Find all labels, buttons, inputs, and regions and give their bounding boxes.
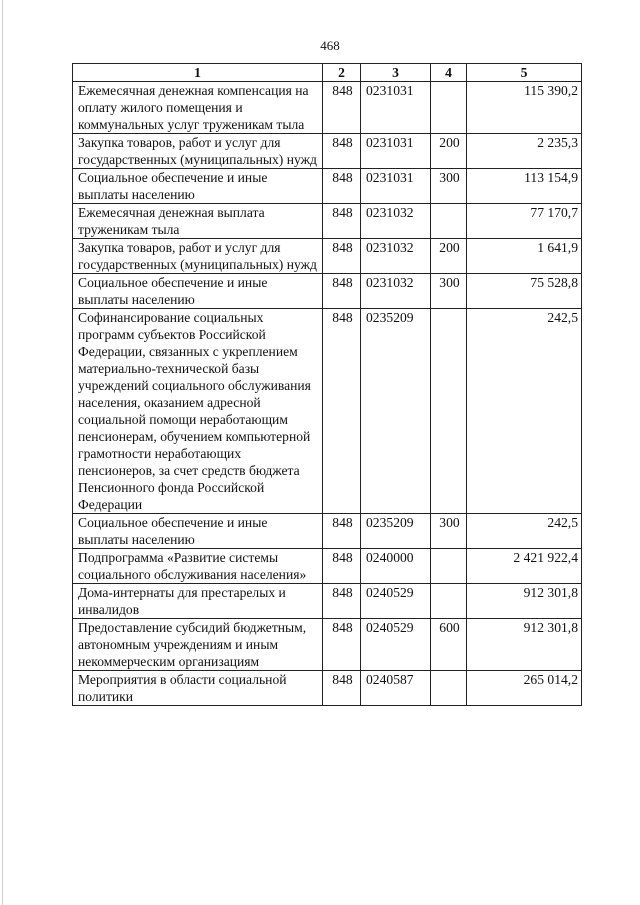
- row-ministry-code: 848: [323, 82, 361, 134]
- row-ministry-code: 848: [323, 514, 361, 549]
- table-row: [73, 169, 582, 204]
- row-ministry-code: 848: [323, 169, 361, 204]
- header-col-3: 3: [361, 64, 431, 82]
- table-body: [73, 82, 582, 706]
- table-header-row: [73, 64, 582, 82]
- page-number: 468: [320, 38, 340, 53]
- row-target-code: 0235209: [361, 514, 431, 549]
- row-ministry-code: 848: [323, 671, 361, 706]
- row-name: Закупка товаров, работ и услуг для государственных (муниципальных) нужд: [73, 134, 323, 169]
- header-col-5: 5: [467, 64, 582, 82]
- row-expense-type: 300: [431, 274, 467, 309]
- row-target-code: 0231031: [361, 134, 431, 169]
- table-row: [73, 82, 582, 134]
- table-row: [73, 204, 582, 239]
- row-amount: 912 301,8: [467, 584, 582, 619]
- row-amount: 242,5: [467, 309, 582, 514]
- row-name: Дома-интернаты для престарелых и инвалидов: [73, 584, 323, 619]
- row-expense-type: [431, 671, 467, 706]
- table-row: [73, 239, 582, 274]
- row-amount: 1 641,9: [467, 239, 582, 274]
- row-name: Социальное обеспечение и иные выплаты населению: [73, 274, 323, 309]
- row-amount: 75 528,8: [467, 274, 582, 309]
- budget-table: [72, 63, 582, 706]
- row-expense-type: 600: [431, 619, 467, 671]
- table-row: [73, 514, 582, 549]
- row-ministry-code: 848: [323, 204, 361, 239]
- row-target-code: 0235209: [361, 309, 431, 514]
- header-col-1: 1: [73, 64, 323, 82]
- row-target-code: 0240000: [361, 549, 431, 584]
- row-target-code: 0240587: [361, 671, 431, 706]
- row-expense-type: 300: [431, 169, 467, 204]
- row-name: Социальное обеспечение и иные выплаты населению: [73, 514, 323, 549]
- row-expense-type: [431, 204, 467, 239]
- row-ministry-code: 848: [323, 619, 361, 671]
- row-amount: 115 390,2: [467, 82, 582, 134]
- row-target-code: 0240529: [361, 584, 431, 619]
- row-ministry-code: 848: [323, 584, 361, 619]
- row-target-code: 0240529: [361, 619, 431, 671]
- table-row: [73, 309, 582, 514]
- row-expense-type: [431, 82, 467, 134]
- table-row: [73, 274, 582, 309]
- table-row: [73, 549, 582, 584]
- row-expense-type: 200: [431, 134, 467, 169]
- row-target-code: 0231031: [361, 82, 431, 134]
- table-row: [73, 584, 582, 619]
- row-ministry-code: 848: [323, 309, 361, 514]
- row-name: Ежемесячная денежная компенсация на оплату жилого помещения и коммунальных услуг труженикам тыла: [73, 82, 323, 134]
- row-ministry-code: 848: [323, 549, 361, 584]
- row-expense-type: [431, 549, 467, 584]
- table-row: [73, 134, 582, 169]
- row-amount: 77 170,7: [467, 204, 582, 239]
- row-name: Предоставление субсидий бюджетным, автономным учреждениям и иным некоммерческим организациям: [73, 619, 323, 671]
- row-target-code: 0231032: [361, 204, 431, 239]
- table-row: [73, 671, 582, 706]
- page-edge: [2, 0, 3, 905]
- row-ministry-code: 848: [323, 274, 361, 309]
- row-name: Подпрограмма «Развитие системы социального обслуживания населения»: [73, 549, 323, 584]
- table-row: [73, 619, 582, 671]
- header-col-2: 2: [323, 64, 361, 82]
- row-amount: 113 154,9: [467, 169, 582, 204]
- row-name: Закупка товаров, работ и услуг для государственных (муниципальных) нужд: [73, 239, 323, 274]
- row-target-code: 0231031: [361, 169, 431, 204]
- row-expense-type: 300: [431, 514, 467, 549]
- row-expense-type: 200: [431, 239, 467, 274]
- row-target-code: 0231032: [361, 274, 431, 309]
- row-name: Софинансирование социальных программ субъектов Российской Федерации, связанных с укреплением материально-технической базы учреждений социального обслуживания населения, оказанием адресной социальной помощи неработающим пенсионерам, обучением компьютерной грамотности неработающих пенсионеров, за счет средств бюджета Пенсионного фонда Российской Федерации: [73, 309, 323, 514]
- header-col-4: 4: [431, 64, 467, 82]
- row-name: Мероприятия в области социальной политики: [73, 671, 323, 706]
- row-expense-type: [431, 309, 467, 514]
- row-amount: 242,5: [467, 514, 582, 549]
- row-expense-type: [431, 584, 467, 619]
- row-amount: 2 235,3: [467, 134, 582, 169]
- row-amount: 265 014,2: [467, 671, 582, 706]
- row-name: Ежемесячная денежная выплата труженикам тыла: [73, 204, 323, 239]
- row-target-code: 0231032: [361, 239, 431, 274]
- row-ministry-code: 848: [323, 134, 361, 169]
- row-name: Социальное обеспечение и иные выплаты населению: [73, 169, 323, 204]
- row-amount: 912 301,8: [467, 619, 582, 671]
- row-amount: 2 421 922,4: [467, 549, 582, 584]
- row-ministry-code: 848: [323, 239, 361, 274]
